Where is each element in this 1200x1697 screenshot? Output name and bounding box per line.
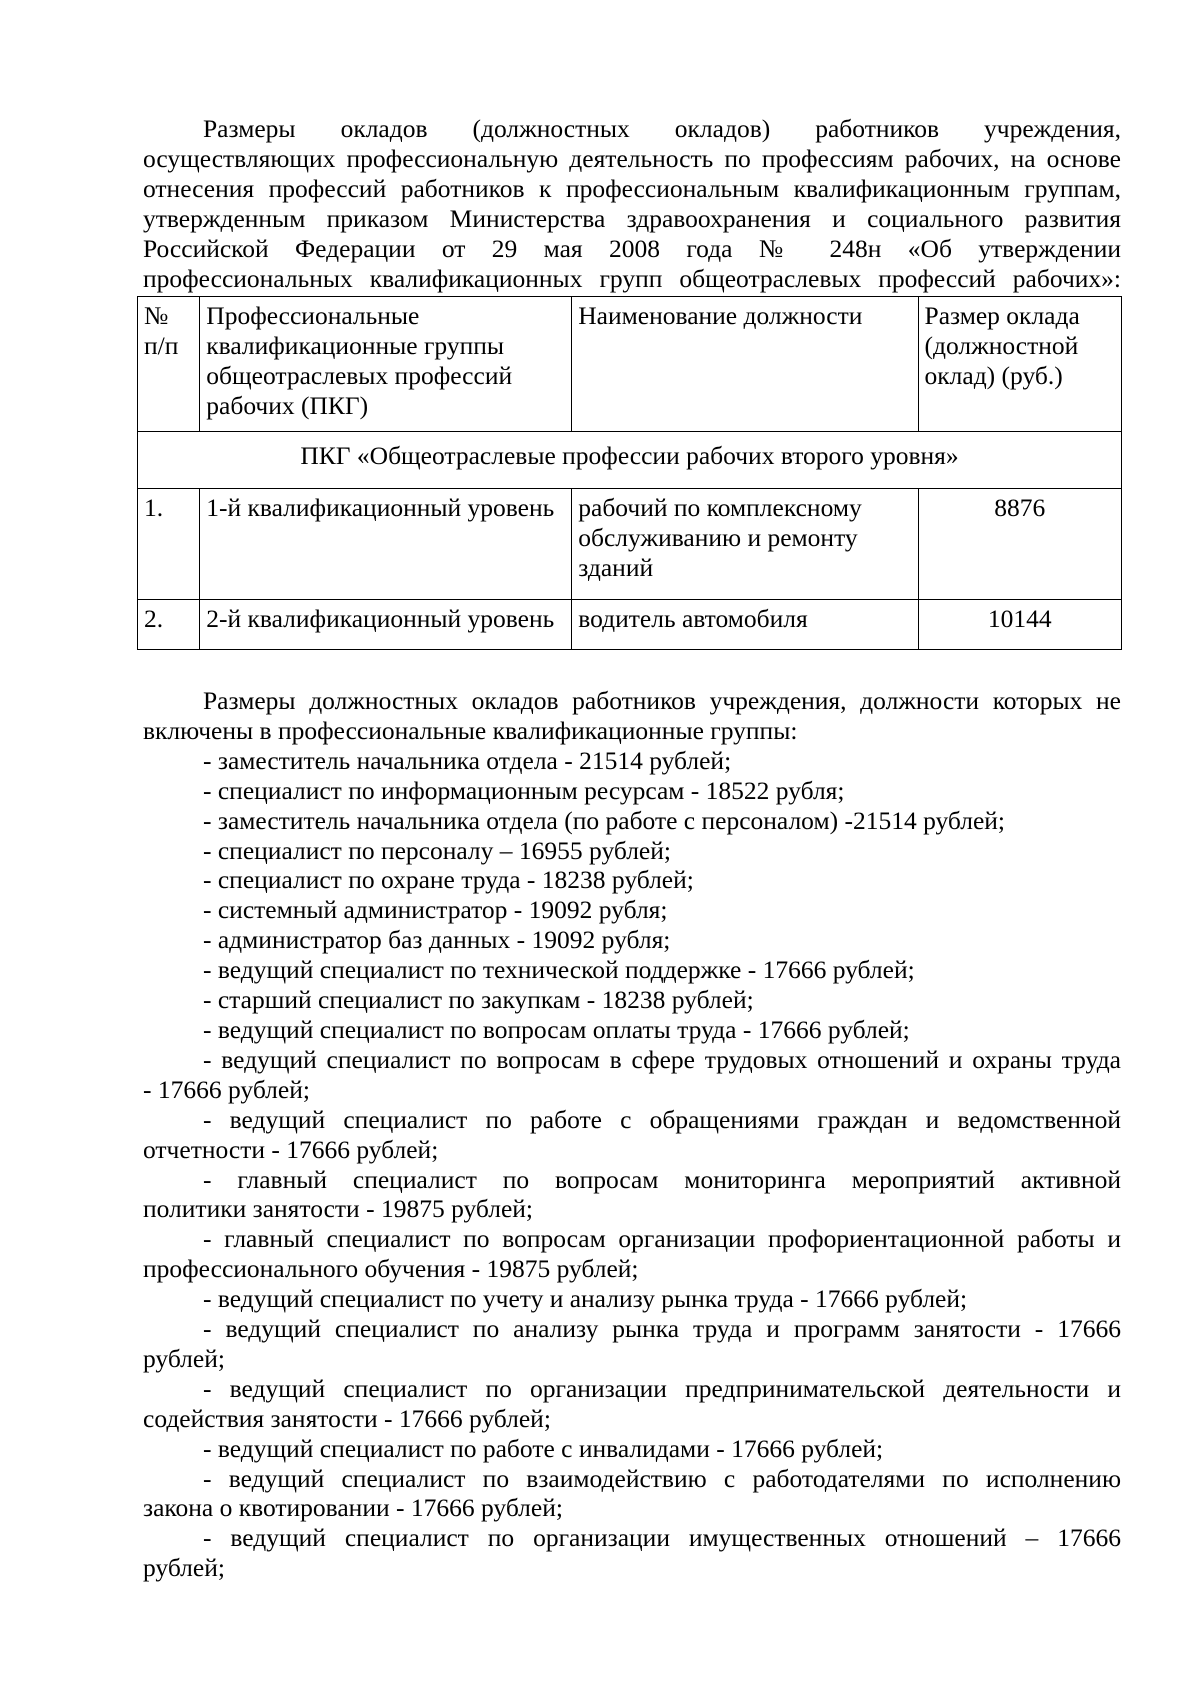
intro-line: Размеры окладов (должностных окладов) работников учреждения, xyxy=(203,114,1121,143)
list-item-cont: закона о квотировании - 17666 рублей; xyxy=(143,1493,563,1523)
row-level: 2-й квалификационный уровень xyxy=(200,600,572,650)
list-item-cont: отчетности - 17666 рублей; xyxy=(143,1134,439,1164)
list-item: - ведущий специалист по учету и анализу рынка труда - 17666 рублей; xyxy=(203,1284,968,1314)
row-num: 1. xyxy=(138,489,200,600)
positions-list xyxy=(143,686,1121,1583)
intro-line: отнесения профессий работников к профессиональным квалификационным группам, xyxy=(143,174,1121,203)
list-item-cont: - 17666 рублей; xyxy=(143,1074,310,1104)
intro-line: профессиональных квалификационных групп общеотраслевых профессий рабочих»: xyxy=(143,264,1121,293)
intro-line: осуществляющих профессиональную деятельность по профессиям рабочих, на основе xyxy=(143,144,1121,173)
header-salary: Размер оклада (должностной оклад) (руб.) xyxy=(918,297,1121,432)
list-item: - ведущий специалист по работе с инвалидами - 17666 рублей; xyxy=(203,1433,884,1463)
header-group: Профессиональные квалификационные группы общеотраслевых профессий рабочих (ПКГ) xyxy=(200,297,572,432)
list-item: - главный специалист по вопросам организации профориентационной работы и xyxy=(203,1224,1121,1254)
table-section-row xyxy=(138,432,1122,489)
row-num: 2. xyxy=(138,600,200,650)
list-item: - старший специалист по закупкам - 18238 рублей; xyxy=(203,985,754,1015)
list-item: - заместитель начальника отдела - 21514 рублей; xyxy=(203,745,732,775)
list-item: - системный администратор - 19092 рубля; xyxy=(203,895,668,925)
list-item-cont: политики занятости - 19875 рублей; xyxy=(143,1194,534,1224)
table-row xyxy=(138,600,1122,650)
intro-paragraph xyxy=(143,114,1121,294)
row-salary: 8876 xyxy=(918,489,1121,600)
table-header-row xyxy=(138,297,1122,432)
list-item: - администратор баз данных - 19092 рубля; xyxy=(203,925,671,955)
row-position: водитель автомобиля xyxy=(572,600,918,650)
header-position: Наименование должности xyxy=(572,297,918,432)
list-item-cont: профессионального обучения - 19875 рублей; xyxy=(143,1254,639,1284)
list-item: - заместитель начальника отдела (по работе с персоналом) -21514 рублей; xyxy=(203,805,1006,835)
list-item-cont: рублей; xyxy=(143,1343,225,1373)
table-row xyxy=(138,489,1122,600)
list-item: - ведущий специалист по взаимодействию с работодателями по исполнению xyxy=(203,1463,1121,1493)
list-item: - специалист по персоналу – 16955 рублей; xyxy=(203,835,671,865)
list-intro-line: включены в профессиональные квалификационные группы: xyxy=(143,715,798,745)
list-item: - ведущий специалист по работе с обращениями граждан и ведомственной xyxy=(203,1104,1121,1134)
section-title: ПКГ «Общеотраслевые профессии рабочих второго уровня» xyxy=(138,432,1122,489)
intro-line: утвержденным приказом Министерства здравоохранения и социального развития xyxy=(143,204,1121,233)
list-item: - ведущий специалист по вопросам оплаты труда - 17666 рублей; xyxy=(203,1014,910,1044)
row-level: 1-й квалификационный уровень xyxy=(200,489,572,600)
list-item: - ведущий специалист по анализу рынка труда и программ занятости - 17666 xyxy=(203,1314,1121,1344)
list-item: - специалист по охране труда - 18238 рублей; xyxy=(203,865,694,895)
list-item-cont: рублей; xyxy=(143,1553,225,1583)
row-salary: 10144 xyxy=(918,600,1121,650)
intro-line: Российской Федерации от 29 мая 2008 года № 248н «Об утверждении xyxy=(143,234,1121,263)
header-num: № п/п xyxy=(138,297,200,432)
row-position: рабочий по комплексному обслуживанию и ремонту зданий xyxy=(572,489,918,600)
list-item-cont: содействия занятости - 17666 рублей; xyxy=(143,1403,551,1433)
list-item: - ведущий специалист по вопросам в сфере трудовых отношений и охраны труда xyxy=(203,1044,1121,1074)
list-item: - специалист по информационным ресурсам - 18522 рубля; xyxy=(203,775,845,805)
list-intro-line: Размеры должностных окладов работников учреждения, должности которых не xyxy=(203,686,1121,715)
list-item: - ведущий специалист по организации предпринимательской деятельности и xyxy=(203,1373,1121,1403)
list-item: - ведущий специалист по организации имущественных отношений – 17666 xyxy=(203,1523,1121,1553)
list-item: - ведущий специалист по технической поддержке - 17666 рублей; xyxy=(203,955,915,985)
salary-table xyxy=(137,296,1122,650)
list-item: - главный специалист по вопросам мониторинга мероприятий активной xyxy=(203,1164,1121,1194)
